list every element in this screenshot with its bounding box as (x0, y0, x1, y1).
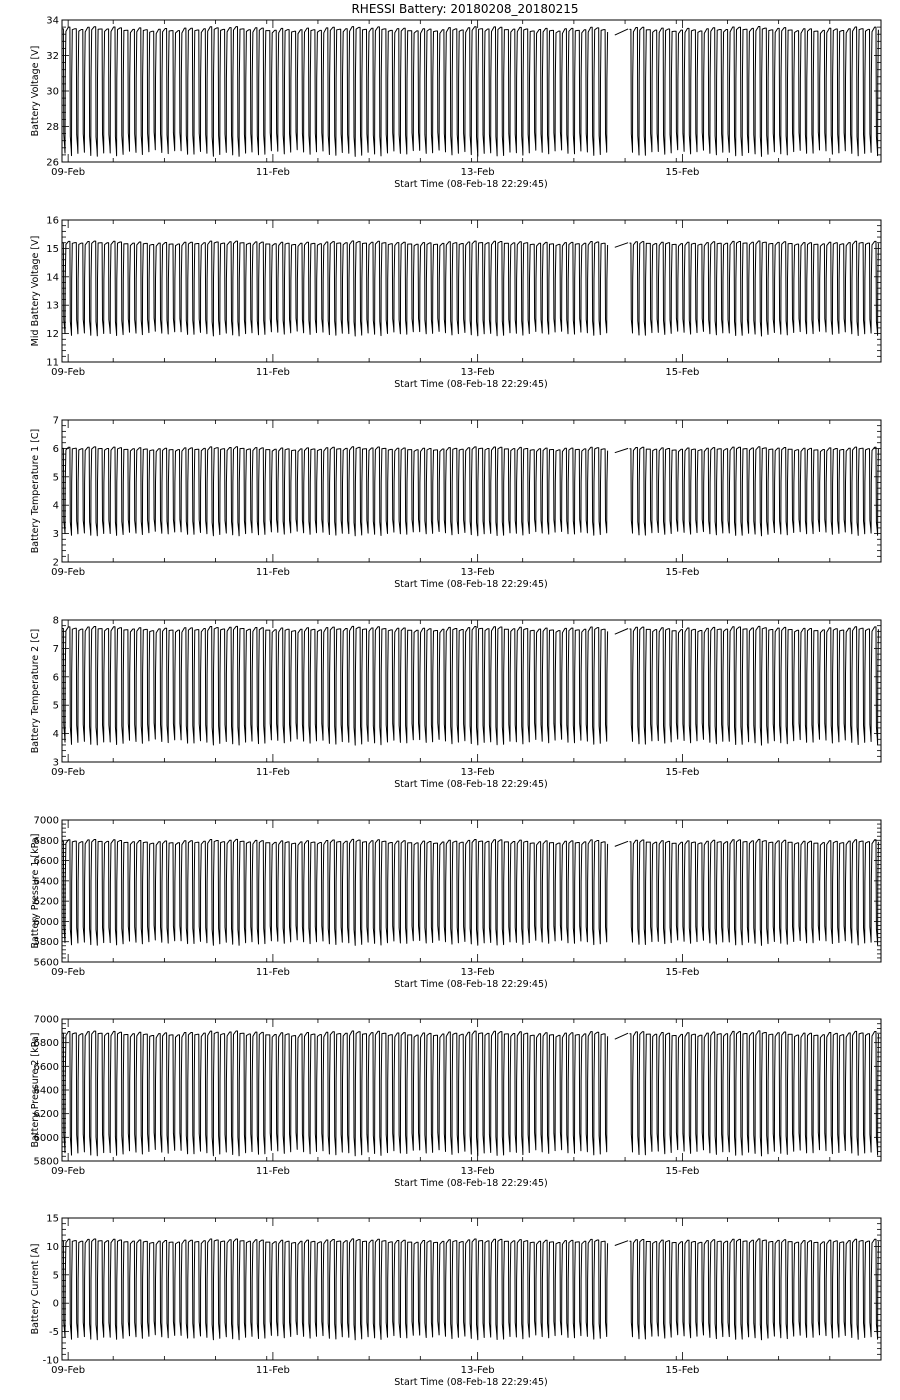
y-axis-label: Battery Temperature 2 [C] (30, 628, 41, 754)
panels (30, 16, 881, 1389)
panel-2 (30, 216, 881, 391)
y-tick-label: 2 (52, 557, 59, 569)
panel-6 (30, 1015, 881, 1190)
series-trace (62, 626, 608, 745)
x-tick-label: 11-Feb (255, 1166, 290, 1177)
series-trace (630, 1239, 879, 1340)
series-trace (630, 626, 879, 745)
x-tick-label: 09-Feb (51, 167, 86, 178)
x-tick-label: 15-Feb (665, 167, 700, 178)
y-tick-label: 5 (52, 1270, 59, 1282)
y-tick-label: 8 (52, 615, 59, 627)
x-tick-label: 13-Feb (460, 367, 495, 378)
x-tick-label: 11-Feb (255, 767, 290, 778)
x-tick-label: 11-Feb (255, 567, 290, 578)
x-tick-label: 13-Feb (460, 167, 495, 178)
y-tick-label: 6400 (33, 876, 59, 888)
y-tick-label: 5 (52, 700, 59, 712)
x-tick-label: 09-Feb (51, 1166, 86, 1177)
y-tick-label: 3 (52, 529, 59, 541)
panel-5 (30, 816, 881, 991)
x-tick-label: 11-Feb (255, 167, 290, 178)
y-axis-label: Battery Pressure 2 [kPa] (30, 1032, 41, 1148)
x-axis-label: Start Time (08-Feb-18 22:29:45) (394, 579, 548, 590)
y-tick-label: 15 (46, 243, 59, 255)
panel-4 (30, 616, 881, 791)
y-tick-label: 11 (46, 357, 59, 369)
panel-1 (30, 16, 881, 191)
y-tick-label: 5800 (33, 937, 59, 949)
y-tick-label: 6200 (33, 1109, 59, 1121)
series-trace (630, 27, 879, 157)
y-tick-label: 10 (46, 1241, 59, 1253)
y-tick-label: 5600 (33, 957, 59, 969)
y-tick-label: -5 (49, 1327, 59, 1339)
series-gap-segment (615, 1033, 628, 1039)
series-gap-segment (615, 243, 628, 248)
y-tick-label: 7000 (33, 815, 59, 827)
x-tick-label: 15-Feb (665, 1365, 700, 1376)
series-trace (62, 27, 608, 157)
y-tick-label: 26 (46, 157, 59, 169)
y-axis-label: Battery Temperature 1 [C] (30, 428, 41, 554)
y-tick-label: 14 (46, 272, 59, 284)
y-tick-label: -10 (42, 1355, 59, 1367)
series-trace (630, 839, 879, 945)
x-tick-label: 09-Feb (51, 1365, 86, 1376)
y-tick-label: 3 (52, 757, 59, 769)
y-tick-label: 6 (52, 443, 59, 455)
figure-title: RHESSI Battery: 20180208_20180215 (351, 2, 579, 16)
x-tick-label: 15-Feb (665, 1166, 700, 1177)
series-gap-segment (615, 841, 628, 846)
x-tick-label: 09-Feb (51, 967, 86, 978)
series-trace (62, 839, 608, 945)
series-gap-segment (615, 29, 628, 35)
y-tick-label: 6600 (33, 1061, 59, 1073)
y-tick-label: 5 (52, 472, 59, 484)
y-tick-label: 7 (52, 415, 59, 427)
series-trace (62, 447, 608, 536)
series-trace (630, 447, 879, 536)
x-tick-label: 13-Feb (460, 767, 495, 778)
x-tick-label: 15-Feb (665, 967, 700, 978)
x-axis-label: Start Time (08-Feb-18 22:29:45) (394, 979, 548, 990)
y-tick-label: 30 (46, 86, 59, 98)
x-tick-label: 15-Feb (665, 367, 700, 378)
x-tick-label: 15-Feb (665, 767, 700, 778)
y-tick-label: 6200 (33, 896, 59, 908)
x-axis-label: Start Time (08-Feb-18 22:29:45) (394, 1178, 548, 1189)
x-axis-label: Start Time (08-Feb-18 22:29:45) (394, 1377, 548, 1388)
y-tick-label: 0 (52, 1298, 59, 1310)
x-tick-label: 15-Feb (665, 567, 700, 578)
y-tick-label: 6400 (33, 1085, 59, 1097)
series-gap-segment (615, 1241, 628, 1246)
y-axis-label: Battery Pressure 1 [kPa] (30, 833, 41, 949)
y-tick-label: 4 (52, 729, 59, 741)
series-trace (630, 241, 879, 336)
x-tick-label: 09-Feb (51, 367, 86, 378)
x-tick-label: 13-Feb (460, 567, 495, 578)
y-tick-label: 5800 (33, 1156, 59, 1168)
y-axis-label: Battery Voltage [V] (30, 45, 41, 137)
y-tick-label: 16 (46, 215, 59, 227)
series-gap-segment (615, 629, 628, 635)
series-gap-segment (615, 448, 628, 452)
x-tick-label: 13-Feb (460, 967, 495, 978)
y-tick-label: 12 (46, 329, 59, 341)
x-tick-label: 09-Feb (51, 767, 86, 778)
y-axis-label: Battery Current [A] (30, 1243, 41, 1335)
y-tick-label: 6800 (33, 835, 59, 847)
y-tick-label: 6600 (33, 856, 59, 868)
x-tick-label: 11-Feb (255, 367, 290, 378)
series-trace (630, 1031, 879, 1156)
x-tick-label: 09-Feb (51, 567, 86, 578)
y-tick-label: 4 (52, 500, 59, 512)
series-trace (62, 1239, 608, 1340)
y-axis-label: Mid Battery Voltage [V] (30, 235, 41, 347)
panel-7 (30, 1214, 881, 1389)
x-tick-label: 11-Feb (255, 967, 290, 978)
y-tick-label: 6000 (33, 916, 59, 928)
x-axis-label: Start Time (08-Feb-18 22:29:45) (394, 379, 548, 390)
y-tick-label: 6 (52, 672, 59, 684)
x-tick-label: 13-Feb (460, 1166, 495, 1177)
x-axis-label: Start Time (08-Feb-18 22:29:45) (394, 779, 548, 790)
x-tick-label: 11-Feb (255, 1365, 290, 1376)
x-axis-label: Start Time (08-Feb-18 22:29:45) (394, 179, 548, 190)
y-tick-label: 7 (52, 643, 59, 655)
panel-3 (30, 416, 881, 591)
y-tick-label: 34 (46, 15, 59, 27)
y-tick-label: 15 (46, 1213, 59, 1225)
series-trace (62, 241, 608, 336)
x-tick-label: 13-Feb (460, 1365, 495, 1376)
y-tick-label: 32 (46, 51, 59, 62)
y-tick-label: 13 (46, 300, 59, 312)
y-tick-label: 6800 (33, 1038, 59, 1050)
y-tick-label: 7000 (33, 1014, 59, 1026)
y-tick-label: 6000 (33, 1132, 59, 1144)
y-tick-label: 28 (46, 122, 59, 133)
series-trace (62, 1031, 608, 1156)
